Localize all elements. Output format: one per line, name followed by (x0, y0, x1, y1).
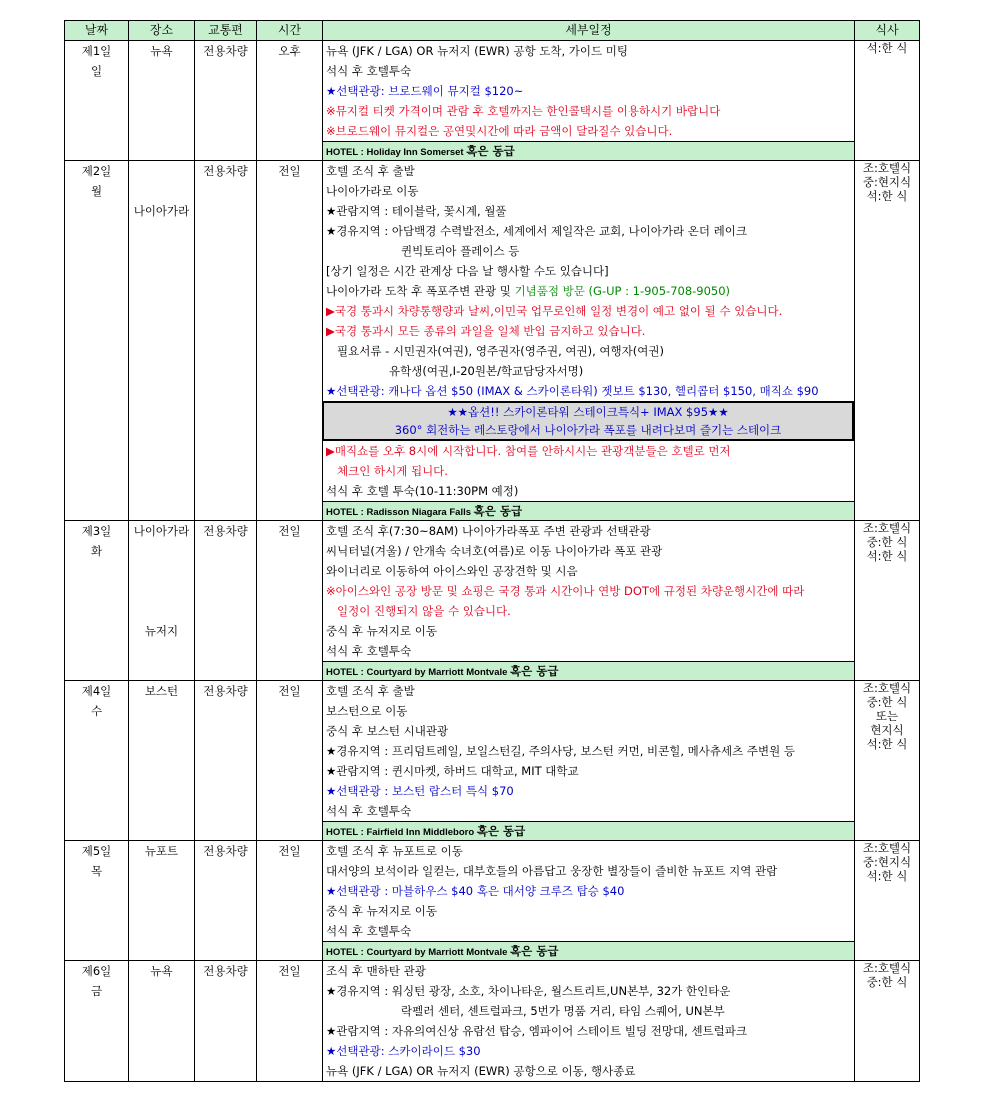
schedule-line (323, 361, 854, 381)
day-weekday: 화 (90, 544, 103, 558)
meal-label: 중:한 식 (866, 975, 908, 989)
day-detail-cell (323, 961, 855, 1082)
time-label: 전일 (278, 164, 301, 178)
meal-label: 중:현지식 (862, 855, 912, 869)
day-meal-cell (855, 961, 920, 1082)
schedule-text-highlight: 기념품점 방문 (G-UP : 1-905-708-9050) (514, 284, 731, 298)
time-label: 전일 (278, 524, 301, 538)
day-transport-cell (195, 41, 257, 161)
schedule-line (323, 181, 854, 201)
hotel-line (323, 141, 854, 160)
header-time: 시간 (257, 21, 323, 41)
hotel-name: HOTEL : Fairfield Inn Middleboro (326, 827, 475, 838)
place-label: 나이아가라 (133, 204, 190, 218)
hotel-suffix: 혹은 동급 (510, 944, 559, 958)
day-row (65, 41, 920, 161)
header-place: 장소 (129, 21, 195, 41)
meal-label: 또는 (875, 709, 899, 723)
meal-label: 중:한 식 (866, 695, 908, 709)
schedule-text: 중식 후 보스턴 시내관광 (326, 724, 449, 738)
schedule-line (323, 41, 854, 61)
schedule-text: 필요서류 - 시민권자(여권), 영주권자(영주권, 여권), 여행자(여권) (337, 344, 664, 358)
hotel-suffix: 혹은 동급 (466, 144, 515, 158)
place-label: 뉴저지 (144, 624, 179, 638)
schedule-text: ★경유지역 : 프리덤트레일, 보일스턴길, 주의사당, 보스턴 커먼, 비콘힐, 메사츄세츠 주변원 등 (326, 744, 795, 758)
day-transport-cell (195, 161, 257, 521)
schedule-line (323, 881, 854, 901)
day-detail-cell (323, 41, 855, 161)
day-number: 제1일 (81, 44, 112, 58)
day-place-cell (129, 41, 195, 161)
header-meal: 식사 (855, 21, 920, 41)
schedule-line (323, 241, 854, 261)
header-detail: 세부일정 (323, 21, 855, 41)
day-number: 제4일 (81, 684, 112, 698)
schedule-text: 중식 후 뉴저지로 이동 (326, 624, 437, 638)
schedule-line (323, 261, 854, 281)
schedule-text: 호텔 조식 후(7:30~8AM) 나이아가라폭포 주변 관광과 선택관광 (326, 524, 651, 538)
day-weekday: 월 (90, 184, 103, 198)
day-detail-cell (323, 521, 855, 681)
day-transport-cell (195, 961, 257, 1082)
place-label (129, 541, 194, 561)
day-transport-cell (195, 841, 257, 961)
meal-label: 조:호텔식 (862, 521, 912, 535)
place-label (129, 581, 194, 601)
schedule-text: 뉴욕 (JFK / LGA) OR 뉴저지 (EWR) 공항으로 이동, 행사종료 (326, 1064, 636, 1078)
hotel-suffix: 혹은 동급 (510, 664, 559, 678)
transport-label: 전용차량 (203, 964, 248, 978)
schedule-text: 석식 후 호텔투숙 (326, 924, 412, 938)
transport-label: 전용차량 (203, 164, 248, 178)
schedule-text: ★관람지역 : 자유의여신상 유람선 탑승, 엠파이어 스테이트 빌딩 전망대, 센트럴파크 (326, 1024, 747, 1038)
day-place-cell (129, 961, 195, 1082)
hotel-name: HOTEL : Holiday Inn Somerset (326, 147, 464, 158)
schedule-text: 씨닉터널(겨울) / 안개속 숙녀호(여름)로 이동 나이아가라 폭포 관광 (326, 544, 663, 558)
schedule-line (323, 521, 854, 541)
schedule-text: 석식 후 호텔투숙 (326, 804, 412, 818)
schedule-text: 대서양의 보석이라 일컫는, 대부호들의 아름답고 웅장한 별장들이 즐비한 뉴포트 지역 관람 (326, 864, 778, 878)
schedule-text: ▶국경 통과시 모든 종류의 과일을 일체 반입 금지하고 있습니다. (326, 324, 646, 338)
day-detail-cell (323, 841, 855, 961)
day-meal-cell (855, 841, 920, 961)
schedule-text: 체크인 하시게 됩니다. (337, 464, 448, 478)
day-meal-cell (855, 521, 920, 681)
schedule-text: ★선택관광 : 마블하우스 $40 혹은 대서양 크루즈 탑승 $40 (326, 884, 625, 898)
schedule-text: ★경유지역 : 아담백경 수력발전소, 세계에서 제일작은 교회, 나이아가라 온더 레이크 (326, 224, 747, 238)
place-label: 뉴욕 (150, 964, 173, 978)
hotel-line (323, 501, 854, 520)
schedule-text: 락펠러 센터, 센트럴파크, 5번가 명품 거리, 타임 스퀘어, UN본부 (401, 1004, 725, 1018)
schedule-text: 호텔 조식 후 출발 (326, 164, 415, 178)
day-time-cell (257, 961, 323, 1082)
place-label (129, 161, 194, 181)
day-detail-cell (323, 161, 855, 521)
day-place-cell (129, 681, 195, 841)
schedule-text: 뉴욕 (JFK / LGA) OR 뉴저지 (EWR) 공항 도착, 가이드 미팅 (326, 44, 628, 58)
day-meal-cell (855, 41, 920, 161)
schedule-text: 나이아가라 도착 후 폭포주변 관광 및 (326, 284, 515, 298)
schedule-text: 일정이 진행되지 않을 수 있습니다. (337, 604, 511, 618)
day-time-cell (257, 41, 323, 161)
day-number: 제2일 (81, 164, 112, 178)
day-meal-cell (855, 681, 920, 841)
place-label: 보스턴 (144, 684, 179, 698)
hotel-name: HOTEL : Radisson Niagara Falls (326, 507, 472, 518)
schedule-text: 호텔 조식 후 출발 (326, 684, 415, 698)
schedule-line (323, 281, 854, 301)
schedule-line (323, 341, 854, 361)
schedule-line (323, 761, 854, 781)
schedule-line (323, 461, 854, 481)
day-number: 제3일 (81, 524, 112, 538)
schedule-text: 와이너리로 이동하여 아이스와인 공장견학 및 시음 (326, 564, 578, 578)
place-label: 뉴포트 (144, 844, 179, 858)
day-place-cell (129, 841, 195, 961)
header-row (65, 21, 920, 41)
schedule-line (323, 481, 854, 501)
day-transport-cell (195, 521, 257, 681)
schedule-text: ★관람지역 : 테이블락, 꽃시계, 월풀 (326, 204, 507, 218)
day-row (65, 681, 920, 841)
day-time-cell (257, 161, 323, 521)
day-date-cell (65, 841, 129, 961)
header-transport: 교통편 (195, 21, 257, 41)
meal-label: 조:호텔식 (862, 681, 912, 695)
schedule-text: 조식 후 맨하탄 관광 (326, 964, 426, 978)
schedule-line (323, 561, 854, 581)
place-label: 뉴욕 (150, 44, 173, 58)
hotel-suffix: 혹은 동급 (473, 504, 523, 518)
schedule-line (323, 121, 854, 141)
schedule-text: ※뮤지컬 티켓 가격이며 관람 후 호텔까지는 한인콜택시를 이용하시기 바랍니다 (326, 104, 721, 118)
meal-label: 중:한 식 (866, 535, 908, 549)
schedule-text: ★선택관광: 브로드웨이 뮤지컬 $120~ (326, 84, 524, 98)
meal-label: 석:한 식 (866, 737, 908, 751)
day-transport-cell (195, 681, 257, 841)
day-time-cell (257, 521, 323, 681)
time-label: 전일 (278, 964, 301, 978)
day-date-cell (65, 161, 129, 521)
place-label (129, 601, 194, 621)
day-weekday: 수 (90, 704, 103, 718)
schedule-line (323, 1001, 854, 1021)
option-highlight-line: ★★옵션!! 스카이론타워 스테이크특식+ IMAX $95★★ (447, 405, 729, 419)
day-row (65, 521, 920, 681)
day-number: 제5일 (81, 844, 112, 858)
meal-label: 조:호텔식 (862, 841, 912, 855)
day-place-cell (129, 521, 195, 681)
day-meal-cell (855, 161, 920, 521)
schedule-text: 나이아가라로 이동 (326, 184, 419, 198)
schedule-text: 호텔 조식 후 뉴포트로 이동 (326, 844, 463, 858)
schedule-line (323, 781, 854, 801)
transport-label: 전용차량 (203, 684, 248, 698)
schedule-text: ★선택관광: 스카이라이드 $30 (326, 1044, 481, 1058)
meal-label: 중:현지식 (862, 175, 912, 189)
schedule-line (323, 601, 854, 621)
meal-label: 석:한 식 (866, 189, 908, 203)
day-date-cell (65, 681, 129, 841)
schedule-line (323, 61, 854, 81)
header-date: 날짜 (65, 21, 129, 41)
hotel-line (323, 661, 854, 680)
day-weekday: 일 (90, 64, 103, 78)
schedule-text: ★관람지역 : 퀸시마켓, 하버드 대학교, MIT 대학교 (326, 764, 579, 778)
schedule-text: 퀸빅토리아 플레이스 등 (401, 244, 520, 258)
meal-label: 현지식 (870, 723, 904, 737)
schedule-text: ★선택관광: 캐나다 옵션 $50 (IMAX & 스카이론타워) 젯보트 $130, 헬리콥터 $150, 매직쇼 $90 (326, 384, 819, 398)
place-label: 나이아가라 (133, 524, 190, 538)
schedule-line (323, 901, 854, 921)
transport-label: 전용차량 (203, 44, 248, 58)
schedule-line (323, 81, 854, 101)
day-place-cell (129, 161, 195, 521)
schedule-line (323, 581, 854, 601)
schedule-text: ※브로드웨이 뮤지컬은 공연및시간에 따라 금액이 달라질수 있습니다. (326, 124, 673, 138)
schedule-line (323, 381, 854, 401)
hotel-name: HOTEL : Courtyard by Marriott Montvale (326, 667, 508, 678)
place-label (129, 561, 194, 581)
schedule-text: 중식 후 뉴저지로 이동 (326, 904, 437, 918)
schedule-line (323, 681, 854, 701)
day-row (65, 841, 920, 961)
schedule-text: ▶국경 통과시 차량통행량과 날씨,이민국 업무로인해 일정 변경이 예고 없이 될 수 있습니다. (326, 304, 783, 318)
transport-label: 전용차량 (203, 844, 248, 858)
schedule-line (323, 721, 854, 741)
meal-label: 조:호텔식 (862, 961, 912, 975)
day-time-cell (257, 681, 323, 841)
option-highlight-box (322, 401, 854, 441)
schedule-line (323, 1021, 854, 1041)
transport-label: 전용차량 (203, 524, 248, 538)
schedule-line (323, 221, 854, 241)
schedule-line (323, 841, 854, 861)
hotel-suffix: 혹은 동급 (476, 824, 526, 838)
day-row (65, 961, 920, 1082)
day-weekday: 목 (90, 864, 103, 878)
schedule-line (323, 321, 854, 341)
schedule-line (323, 741, 854, 761)
meal-label: 조:호텔식 (862, 161, 912, 175)
itinerary-table (64, 20, 920, 1082)
option-highlight-line: 360° 회전하는 레스토랑에서 나이아가라 폭포를 내려다보며 즐기는 스테이크 (394, 423, 782, 437)
schedule-line (323, 1061, 854, 1081)
schedule-line (323, 621, 854, 641)
day-time-cell (257, 841, 323, 961)
schedule-text: [상기 일정은 시간 관계상 다음 날 행사할 수도 있습니다] (326, 264, 609, 278)
schedule-line (323, 981, 854, 1001)
day-date-cell (65, 961, 129, 1082)
schedule-text: 석식 후 호텔 투숙(10-11:30PM 예정) (326, 484, 519, 498)
hotel-line (323, 821, 854, 840)
schedule-text: 석식 후 호텔투숙 (326, 64, 412, 78)
schedule-line (323, 541, 854, 561)
hotel-line (323, 941, 854, 960)
schedule-line (323, 101, 854, 121)
day-weekday: 금 (90, 984, 103, 998)
day-date-cell (65, 521, 129, 681)
schedule-text: 유학생(여권,I-20원본/학교담당자서명) (389, 364, 584, 378)
time-label: 전일 (278, 684, 301, 698)
hotel-name: HOTEL : Courtyard by Marriott Montvale (326, 947, 508, 958)
schedule-text: ▶매직쇼를 오후 8시에 시작합니다. 참여를 안하시시는 관광객분들은 호텔로 먼저 (326, 444, 731, 458)
schedule-line (323, 641, 854, 661)
schedule-line (323, 201, 854, 221)
schedule-line (323, 921, 854, 941)
schedule-text: ★선택관광 : 보스턴 랍스터 특식 $70 (326, 784, 514, 798)
schedule-line (323, 701, 854, 721)
day-number: 제6일 (81, 964, 112, 978)
schedule-line (323, 801, 854, 821)
schedule-line (323, 441, 854, 461)
meal-label: 석:한 식 (866, 869, 908, 883)
day-row (65, 161, 920, 521)
day-detail-cell (323, 681, 855, 841)
schedule-text: ★경유지역 : 워싱턴 광장, 소호, 차이나타운, 월스트리트,UN본부, 32가 한인타운 (326, 984, 731, 998)
meal-label: 석:한 식 (866, 41, 908, 55)
day-date-cell (65, 41, 129, 161)
schedule-line (323, 161, 854, 181)
meal-label: 석:한 식 (866, 549, 908, 563)
schedule-line (323, 1041, 854, 1061)
schedule-line (323, 301, 854, 321)
schedule-line (323, 961, 854, 981)
schedule-text: 보스턴으로 이동 (326, 704, 408, 718)
schedule-text: 석식 후 호텔투숙 (326, 644, 412, 658)
place-label (129, 181, 194, 201)
time-label: 오후 (278, 44, 301, 58)
time-label: 전일 (278, 844, 301, 858)
schedule-text: ※아이스와인 공장 방문 및 쇼핑은 국경 통과 시간이나 연방 DOT에 규정된 차량운행시간에 따라 (326, 584, 805, 598)
schedule-line (323, 861, 854, 881)
